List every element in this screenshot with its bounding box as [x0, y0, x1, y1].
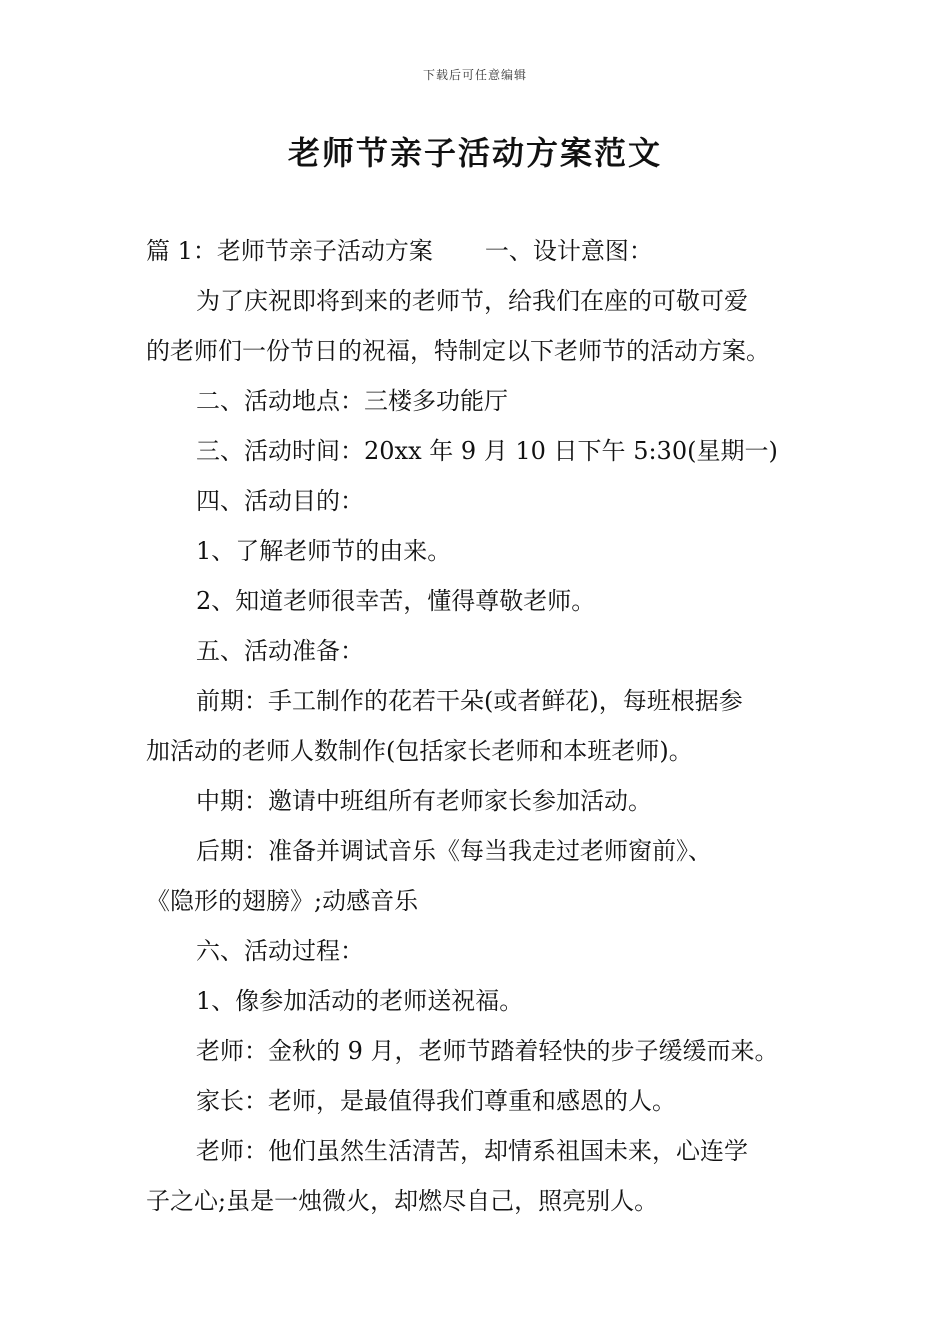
paragraph-line: 1、了解老师节的由来。	[196, 537, 452, 565]
section-heading-left: 篇 1：老师节亲子活动方案	[146, 237, 433, 265]
paragraph-line: 后期：准备并调试音乐《每当我走过老师窗前》、	[196, 837, 712, 865]
section-heading-right: 一、设计意图：	[484, 237, 653, 265]
paragraph-line: 2、知道老师很幸苦，懂得尊敬老师。	[196, 587, 596, 615]
paragraph-line: 为了庆祝即将到来的老师节，给我们在座的可敬可爱	[196, 287, 748, 315]
paragraph-line: 二、活动地点：三楼多功能厅	[196, 387, 508, 415]
paragraph-line: 四、活动目的：	[196, 487, 364, 515]
paragraph-line: 1、像参加活动的老师送祝福。	[196, 987, 524, 1015]
paragraph-line: 老师：他们虽然生活清苦，却情系祖国未来，心连学	[196, 1137, 748, 1165]
paragraph-line	[146, 226, 810, 276]
paragraph-line: 老师：金秋的 9 月，老师节踏着轻快的步子缓缓而来。	[196, 1037, 779, 1065]
paragraph-line: 六、活动过程：	[196, 937, 364, 965]
paragraph-line: 前期：手工制作的花若干朵(或者鲜花)，每班根据参	[196, 687, 743, 715]
paragraph-line: 加活动的老师人数制作(包括家长老师和本班老师)。	[146, 737, 693, 765]
paragraph-line: 家长：老师，是最值得我们尊重和感恩的人。	[196, 1087, 676, 1115]
document-body	[146, 226, 810, 1226]
header-note: 下载后可任意编辑	[422, 68, 527, 82]
document-title: 老师节亲子活动方案范文	[287, 134, 662, 172]
paragraph-line: 三、活动时间：20xx 年 9 月 10 日下午 5:30(星期一)	[196, 437, 778, 465]
paragraph-line: 中期：邀请中班组所有老师家长参加活动。	[196, 787, 652, 815]
paragraph-line: 《隐形的翅膀》;动感音乐	[146, 887, 419, 915]
paragraph-line: 五、活动准备：	[196, 637, 364, 665]
paragraph-line: 子之心;虽是一烛微火，却燃尽自己，照亮别人。	[146, 1187, 659, 1215]
paragraph-line: 的老师们一份节日的祝福，特制定以下老师节的活动方案。	[146, 337, 770, 365]
